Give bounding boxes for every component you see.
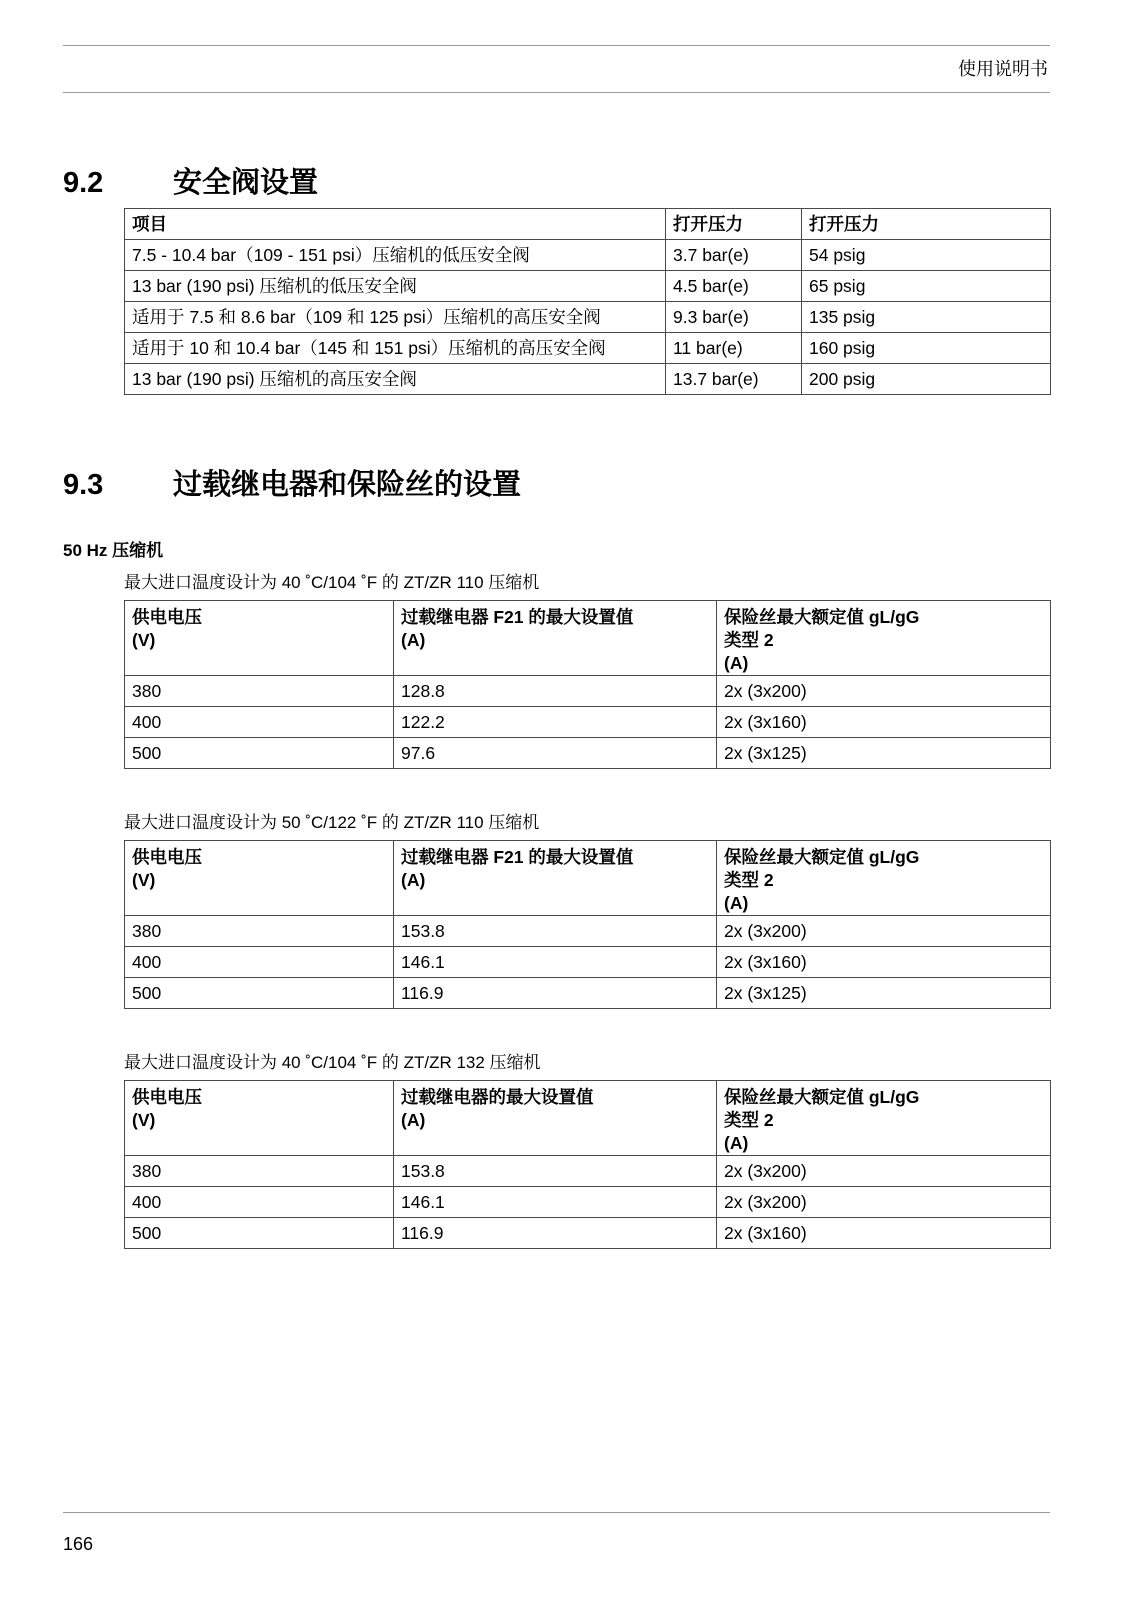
- table-row: [125, 707, 1051, 738]
- table-cell: 400: [125, 1187, 394, 1218]
- table-cell: 65 psig: [802, 271, 1051, 302]
- table-row: [125, 978, 1051, 1009]
- table-cell: 2x (3x125): [717, 978, 1051, 1009]
- table-cell: 2x (3x125): [717, 738, 1051, 769]
- section-title: 安全阀设置: [173, 167, 319, 199]
- section-number: 9.3: [63, 469, 104, 501]
- table-row: [125, 271, 1051, 302]
- safety-valve-table: [124, 208, 1051, 395]
- table-cell: 3.7 bar(e): [666, 240, 802, 271]
- table-cell: 适用于 7.5 和 8.6 bar（109 和 125 psi）压缩机的高压安全阀: [125, 302, 666, 333]
- table-cell: 2x (3x160): [717, 707, 1051, 738]
- column-header: 保险丝最大额定值 gL/gG 类型 2 (A): [717, 601, 1051, 676]
- table-cell: 97.6: [394, 738, 717, 769]
- table-caption: 最大进口温度设计为 50 ˚C/122 ˚F 的 ZT/ZR 110 压缩机: [124, 813, 540, 832]
- table-cell: 2x (3x160): [717, 1218, 1051, 1249]
- table-cell: 116.9: [394, 978, 717, 1009]
- table-row: [125, 333, 1051, 364]
- column-header: 打开压力: [802, 209, 1051, 240]
- table-cell: 2x (3x200): [717, 1156, 1051, 1187]
- table-cell: 2x (3x200): [717, 916, 1051, 947]
- subheading-50hz: 50 Hz 压缩机: [63, 541, 164, 560]
- table-cell: 116.9: [394, 1218, 717, 1249]
- table-caption: 最大进口温度设计为 40 ˚C/104 ˚F 的 ZT/ZR 110 压缩机: [124, 573, 540, 592]
- overload-fuse-table-1: [124, 600, 1051, 769]
- section-title: 过载继电器和保险丝的设置: [173, 469, 522, 501]
- column-header: 供电电压 (V): [125, 601, 394, 676]
- table-cell: 13 bar (190 psi) 压缩机的高压安全阀: [125, 364, 666, 395]
- table-cell: 400: [125, 707, 394, 738]
- table-cell: 160 psig: [802, 333, 1051, 364]
- table-cell: 153.8: [394, 1156, 717, 1187]
- column-header: 供电电压 (V): [125, 841, 394, 916]
- running-header-title: 使用说明书: [958, 59, 1048, 79]
- table-cell: 2x (3x200): [717, 1187, 1051, 1218]
- column-header: 保险丝最大额定值 gL/gG 类型 2 (A): [717, 1081, 1051, 1156]
- footer-rule: [63, 1512, 1050, 1513]
- column-header: 打开压力: [666, 209, 802, 240]
- table-cell: 500: [125, 738, 394, 769]
- header-rule-top: [63, 45, 1050, 46]
- section-heading-9-3: [63, 462, 521, 503]
- column-header: 项目: [125, 209, 666, 240]
- table-cell: 135 psig: [802, 302, 1051, 333]
- page-number: 166: [63, 1534, 94, 1554]
- table-cell: 13.7 bar(e): [666, 364, 802, 395]
- table-cell: 7.5 - 10.4 bar（109 - 151 psi）压缩机的低压安全阀: [125, 240, 666, 271]
- table-row: [125, 1156, 1051, 1187]
- table-row: [125, 738, 1051, 769]
- table-cell: 54 psig: [802, 240, 1051, 271]
- table-header-row: [125, 209, 1051, 240]
- table-header-row: [125, 841, 1051, 916]
- table-row: [125, 916, 1051, 947]
- table-caption: 最大进口温度设计为 40 ˚C/104 ˚F 的 ZT/ZR 132 压缩机: [124, 1053, 541, 1072]
- column-header: 保险丝最大额定值 gL/gG 类型 2 (A): [717, 841, 1051, 916]
- table-cell: 146.1: [394, 1187, 717, 1218]
- table-row: [125, 676, 1051, 707]
- column-header: 供电电压 (V): [125, 1081, 394, 1156]
- table-row: [125, 1218, 1051, 1249]
- table-header-row: [125, 1081, 1051, 1156]
- header-rule-bottom: [63, 92, 1050, 93]
- overload-fuse-table-3: [124, 1080, 1051, 1249]
- table-cell: 380: [125, 676, 394, 707]
- column-header: 过载继电器 F21 的最大设置值 (A): [394, 841, 717, 916]
- table-cell: 11 bar(e): [666, 333, 802, 364]
- table-header-row: [125, 601, 1051, 676]
- table-row: [125, 302, 1051, 333]
- table-cell: 128.8: [394, 676, 717, 707]
- table-cell: 13 bar (190 psi) 压缩机的低压安全阀: [125, 271, 666, 302]
- table-cell: 380: [125, 916, 394, 947]
- table-row: [125, 947, 1051, 978]
- table-cell: 146.1: [394, 947, 717, 978]
- table-row: [125, 364, 1051, 395]
- table-cell: 4.5 bar(e): [666, 271, 802, 302]
- column-header: 过载继电器 F21 的最大设置值 (A): [394, 601, 717, 676]
- table-cell: 9.3 bar(e): [666, 302, 802, 333]
- overload-fuse-table-2: [124, 840, 1051, 1009]
- table-cell: 400: [125, 947, 394, 978]
- table-cell: 2x (3x200): [717, 676, 1051, 707]
- section-heading-9-2: [63, 160, 318, 201]
- table-cell: 200 psig: [802, 364, 1051, 395]
- table-cell: 500: [125, 978, 394, 1009]
- table-row: [125, 240, 1051, 271]
- table-cell: 122.2: [394, 707, 717, 738]
- table-cell: 适用于 10 和 10.4 bar（145 和 151 psi）压缩机的高压安全阀: [125, 333, 666, 364]
- column-header: 过载继电器的最大设置值 (A): [394, 1081, 717, 1156]
- section-number: 9.2: [63, 167, 104, 199]
- table-cell: 153.8: [394, 916, 717, 947]
- table-cell: 2x (3x160): [717, 947, 1051, 978]
- table-row: [125, 1187, 1051, 1218]
- table-cell: 500: [125, 1218, 394, 1249]
- table-cell: 380: [125, 1156, 394, 1187]
